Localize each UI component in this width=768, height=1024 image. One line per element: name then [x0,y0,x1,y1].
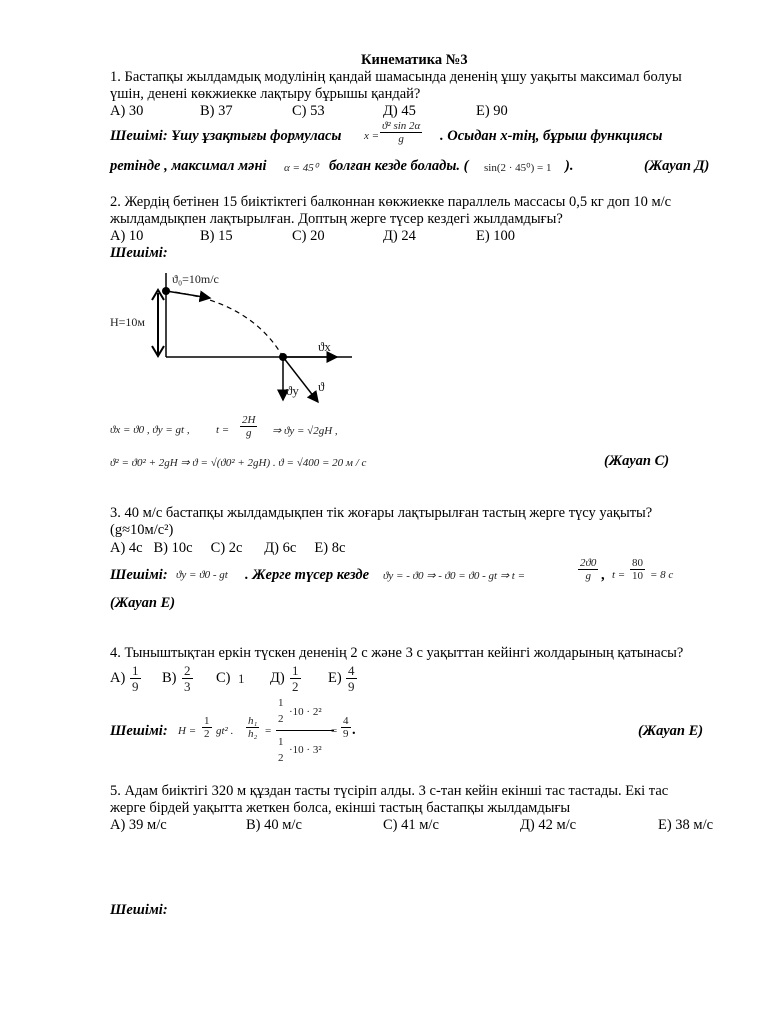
q1-text-line2: үшін, денені көкжиекке лақтыру бұрышы қандай? [110,86,421,102]
q3-solution-b: . Жерге түсер кезде [245,567,370,583]
q4-answer: (Жауап Е) [638,723,704,739]
q3-frac2-num: 80 [632,557,643,569]
q1-alpha-eq: α = 45⁰ [284,162,319,174]
q3-eq-b: ϑy = - ϑ0 ⇒ - ϑ0 = ϑ0 - gt ⇒ t = [383,570,526,582]
q1-solution-c: ретінде , максимал мәні [110,158,267,174]
q1-option-a: А) 30 [110,103,144,119]
q2-answer: (Жауап С) [604,453,670,469]
q4-option-a-label: А) [110,670,126,686]
q4-option-b-label: В) [162,670,177,686]
q1-formula-num: ϑ² sin 2α [382,120,421,132]
q4-equals-1: = [265,725,272,737]
q3-answer: (Жауап Е) [110,595,176,611]
q4-option-d-den: 2 [292,679,299,694]
q3-frac2-den: 10 [632,570,643,582]
q4-equals-2: = [331,725,338,737]
vx-label: ϑx [318,339,331,354]
q1-answer: (Жауап Д) [644,158,710,174]
q4-eq-h: H = [178,725,197,737]
q5-option-b: В) 40 м/с [246,817,302,833]
q4-solution-label: Шешімі: [110,723,168,739]
q1-solution-e: ). [565,158,574,174]
q5-option-d: Д) 42 м/с [520,817,577,833]
page-title: Кинематика №3 [361,52,468,68]
q4-big-bot-half-num: 1 [278,736,284,748]
q1-formula-den: g [398,133,404,145]
q2-eq1-fraction [240,414,257,439]
q1-solution-a: Шешімі: Ұшу ұзақтығы формуласы [110,128,342,144]
q3-text-line2: (g≈10м/с²) [110,522,174,538]
q4-ratio-h1: h₁ [248,715,258,727]
q5-option-e: Е) 38 м/с [658,817,714,833]
q1-option-c: С) 53 [292,103,325,119]
q4-ratio-h [246,715,259,740]
q4-option-c-value: 1 [238,671,245,686]
q3-eq-d: = 8 с [650,569,674,581]
q2-eq1-num: 2H [242,414,256,426]
q4-eq-h-den: 2 [204,728,210,740]
q2-option-a: А) 10 [110,228,144,244]
q4-result-frac [341,715,351,740]
q2-option-e: Е) 100 [476,228,516,244]
q5-option-c: С) 41 м/с [383,817,439,833]
q4-option-d-num: 1 [292,663,299,678]
q3-frac2 [630,557,645,582]
q2-text-line2: жылдамдықпен лақтырылған. Доптың жерге түсер кездегі жылдамдығы? [110,211,563,227]
vy-label: ϑy [286,383,299,398]
q4-ratio-h2: h₂ [248,728,258,740]
q4-option-b-den: 3 [184,679,191,694]
q4-option-b-frac [182,663,193,694]
q4-big-top: ·10 · 2² [289,706,322,718]
q2-eq2: ϑ² = ϑ0² + 2gH ⇒ ϑ = √(ϑ0² + 2gH) . ϑ = √400 = 20 м / с [110,457,367,469]
q3-frac1-num: 2ϑ0 [580,557,597,569]
q4-eq-h-num: 1 [204,715,210,727]
q4-option-e-num: 4 [348,663,355,678]
q4-big-top-half-num: 1 [278,697,284,709]
q2-solution-label: Шешімі: [110,245,168,261]
height-label: H=10м [110,315,146,329]
q1-option-e: Е) 90 [476,103,508,119]
q4-option-c-label: С) [216,670,231,686]
q4-big-bot-half-den: 2 [278,752,284,764]
q4-option-e-label: Е) [328,670,342,686]
q4-option-e-frac [346,663,357,694]
q3-frac1 [578,557,598,582]
q2-eq1: ϑx = ϑ0 , ϑy = gt , [110,424,190,436]
q4-option-d-frac [290,663,301,694]
q4-big-top-half-den: 2 [278,713,284,725]
q4-big-fraction-bar [276,730,334,731]
q1-solution-d: болған кезде болады. ( [329,158,469,174]
q1-solution-b: . Осыдан х-тің, бұрыш функциясы [440,128,663,144]
q4-option-b-num: 2 [184,663,191,678]
q4-option-e-den: 9 [348,679,355,694]
q4-option-d-label: Д) [270,670,285,686]
q4-eq-gt: gt² . [216,725,234,737]
q3-eq-a: ϑy = ϑ0 - gt [176,569,228,581]
q1-text-line1: 1. Бастапқы жылдамдық модулінің қандай шамасында дененің ұшу уақыты максимал болуы [110,69,682,85]
q3-eq-c: t = [612,569,626,581]
q1-option-d: Д) 45 [383,103,416,119]
q2-eq1-den: g [245,427,252,439]
q3-frac1-den: g [585,570,591,582]
q3-solution-label: Шешімі: [110,567,168,583]
q1-sin-eq: sin(2 · 45⁰) = 1 [484,162,552,174]
q4-big-bot: ·10 · 3² [289,744,322,756]
q2-option-d: Д) 24 [383,228,416,244]
q4-text: 4. Тыныштықтан еркін түскен дененің 2 с және 3 с уақыттан кейінгі жолдарының қатынасы? [110,645,684,661]
q5-solution-label: Шешімі: [110,902,168,918]
q2-eq1-t: t = [216,424,230,436]
q2-option-b: В) 15 [200,228,233,244]
trajectory-curve [166,291,283,357]
v-label: ϑ [318,379,325,394]
q4-option-a-frac [130,663,141,694]
q4-result-den: 9 [343,728,349,740]
q5-text-line2: жерге бірдей уақытта жеткен болса, екінші тастың бастапқы жылдамдығы [110,800,571,816]
q3-text-line1: 3. 40 м/с бастапқы жылдамдықпен тік жоғары лақтырылған тастың жерге түсу уақыты? [110,505,653,521]
q2-option-c: С) 20 [292,228,325,244]
q1-formula-x: x = [364,130,380,142]
v0-label: ϑ₀=10m/c [172,272,219,286]
q5-text-line1: 5. Адам биіктігі 320 м құздан тасты түсіріп алды. 3 с-тан кейін екінші тас тастады. Екі тас [110,783,669,799]
q2-eq1-b: ⇒ ϑy = √2gH , [272,425,338,437]
q5-option-a: А) 39 м/с [110,817,167,833]
q3-comma: , [601,567,605,583]
q1-option-b: В) 37 [200,103,233,119]
q4-option-a-den: 9 [132,679,139,694]
q4-result-num: 4 [343,715,349,727]
q4-period: . [352,722,356,738]
q3-options: А) 4с В) 10с С) 2с Д) 6с Е) 8с [110,540,346,556]
q2-text-line1: 2. Жердің бетінен 15 биіктіктегі балконнан көкжиекке параллель массасы 0,5 кг доп 10 м/с [110,194,672,210]
q4-eq-h-frac [202,715,212,740]
q4-option-a-num: 1 [132,663,139,678]
